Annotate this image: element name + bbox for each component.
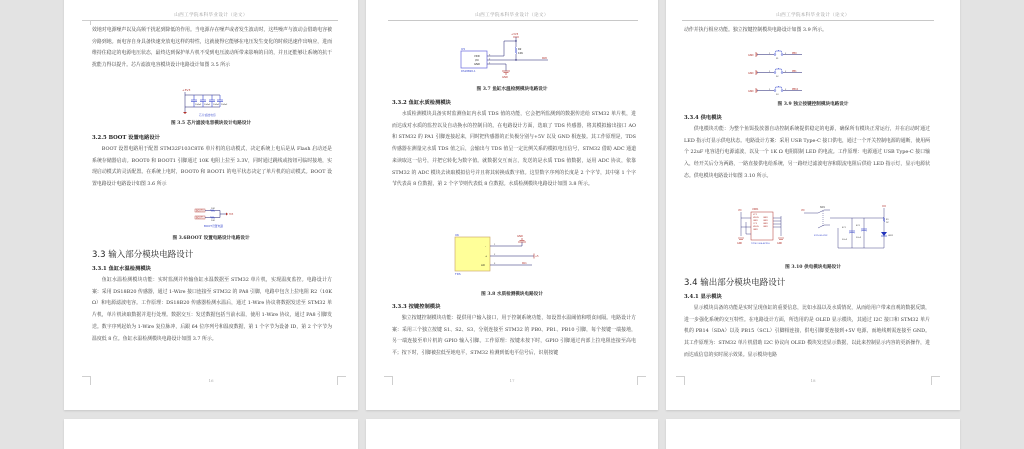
section-3-4 xyxy=(684,275,930,362)
svg-text:TDS: TDS xyxy=(455,272,461,276)
svg-text:TYPEC-304-BCP16: TYPEC-304-BCP16 xyxy=(751,243,770,245)
figure-boot-circuit xyxy=(194,207,254,233)
chapter-heading: 3.4 输出部分模块电路设计 xyxy=(684,278,786,288)
page-header: 山西工学院本科毕业设计（论文） xyxy=(174,13,248,18)
svg-text:+: + xyxy=(485,255,488,258)
svg-text:1: 1 xyxy=(489,62,491,65)
svg-text:GND: GND xyxy=(763,220,768,222)
chapter-heading: 3.3 输入部分模块电路设计 xyxy=(92,250,194,260)
paragraph: 动作并执行相应功能。独立按键控制模块电路设计如图 3.9 所示。 xyxy=(684,27,827,33)
svg-text:2: 2 xyxy=(489,58,491,61)
document-page-next xyxy=(666,419,960,449)
section-heading: 3.3.3 按键控制模块 xyxy=(392,304,441,310)
document-page-18 xyxy=(666,0,960,410)
paragraph: 独立按键控制模块功能：提供用户输入接口，用于控制系统功能，如设置水温阈值和喂食间隔。电路设计方案：采用三个独立按键 S1、S2、S3，分别连接至 STM32 的 PB0、PB1、PB10 引脚，每个按键一端接地，另一端连接至单片机的 GPIO 输入引脚。工作原理：按键未按下时，GPIO 引脚通过内部上拉电阻连接至高电平；按下时，引脚被拉低至地电平，STM32 检测到低电平信号后，识别按键 xyxy=(392,315,636,357)
section-3-3-2 xyxy=(392,97,636,191)
figure-tds-circuit xyxy=(452,233,552,277)
svg-text:PA8: PA8 xyxy=(542,57,547,60)
figure-caption: 图 3.7 鱼缸水温检测模块电路设计 xyxy=(476,87,548,92)
svg-text:VD: VD xyxy=(738,209,742,212)
svg-text:1: 1 xyxy=(494,244,496,246)
header-rule xyxy=(682,20,934,21)
svg-text:R1: R1 xyxy=(886,219,889,221)
svg-text:GND: GND xyxy=(777,242,783,245)
paragraph: 鱼缸水温检测模块功能：实时监测并传输鱼缸水温数据至 STM32 单片机，实现温度监控。电路设计方案：采用 DS18B20 传感器，通过 1-Wire 接口连接至 STM32 的 PA8 引脚，电路中包含上拉电阻 R2（10K Ω）和电源滤波电容。工作原理：DS18B20 传感器检测水温后，通过 1-Wire 协议将数据发送至 STM32 单片机，单片机读取数据并进行处理。数据交互：发送数据包括当前水温，使用 1-Wire 协议，通过 PA8 引脚发送。数字序列起始为 1-Wire 复位脉冲，后跟 64 位序列号和温度数据，第 1 个字节为设备 ID，第 2 个字节为温度低 8 位。鱼缸水温检测模块电路设计如图 3.7 所示。 xyxy=(92,277,332,342)
svg-text:+3V3: +3V3 xyxy=(511,33,519,36)
page-number: 16 xyxy=(208,378,214,383)
document-page-next xyxy=(366,419,658,449)
svg-text:-: - xyxy=(485,245,486,248)
svg-text:CC2: CC2 xyxy=(753,223,758,225)
svg-text:GND: GND xyxy=(474,63,480,66)
svg-text:10K: 10K xyxy=(211,220,215,222)
section-3-3 xyxy=(92,247,332,345)
page-number: 17 xyxy=(509,378,515,383)
svg-text:GND: GND xyxy=(763,223,768,225)
paragraph: 供电模块功能：为整个鱼饵投放器自动控制系统提供稳定的电源，确保所有模块正常运行，并在启动时通过 LED 指示灯显示供电状态。电路设计方案：采用 USB Type-C 接口供电，通过一个开关控制电源的通断，使用两个 22uF 电容进行电源滤波，以及一个 1K Ω 电阻限制 LED 的电流。工作原理：电源通过 USB Type-C 接口输入，经开关后分为两路，一路直接供电给系统，另一路经过滤波电容和限流电阻后供给 LED 指示灯，显示电源状态。供电模块电路设计如图 3.10 所示。 xyxy=(684,126,930,179)
page-header: 山西工学院本科毕业设计（论文） xyxy=(776,13,850,18)
svg-text:GND: GND xyxy=(502,76,508,79)
header-rule xyxy=(388,20,638,21)
page-body xyxy=(684,25,930,37)
svg-text:1: 1 xyxy=(769,53,771,55)
section-heading: 3.4.1 显示模块 xyxy=(684,294,722,300)
svg-text:VD: VD xyxy=(801,209,805,212)
svg-text:U6: U6 xyxy=(455,233,459,237)
svg-text:U5: U5 xyxy=(461,47,466,51)
page-header: 山西工学院本科毕业设计（论文） xyxy=(475,13,549,18)
svg-text:S3: S3 xyxy=(776,94,779,96)
figure-buttons-circuit xyxy=(746,46,836,96)
svg-text:+5: +5 xyxy=(535,255,539,258)
figure-caption: 图 3.6BOOT 设置电路设计电路设计 xyxy=(172,236,250,241)
figure-water-temp-circuit xyxy=(458,27,568,83)
svg-text:EC2: EC2 xyxy=(856,225,860,227)
paragraph: 水质检测模块具备实时监测鱼缸内水质 TDS 值的功能，它会把所监测到的数据传送给 STM32 单片机，进而达成对水质的监控以及自动换水的控制目的。在电路设计方面，选取了 TDS 传感器，将其模拟输出接口 AO 和 STM32 的 PA1 引脚连接起来，同时把传感器的正负极分别与+5V 以及 GND 相连接。其工作原理是，TDS 传感器在测量完水质 TDS 值之后，会输出与 TDS 值呈一定比例关系的模拟电压信号，STM32 借助 ADC 通道来读取这一信号，并把它转化为数字值。就数据交互而言，发送的是水质 TDS 值数据，运用 ADC 协议，依靠 STM32 的 ADC 模块去读取模拟信号并且将其转换成数字值。这里数字序列的长度是 2 个字节，其中第 1 个字节代表高 8 位数据，第 2 个字节则代表低 8 位数据。水质检测模块电路设计如图 3.8 所示。 xyxy=(392,111,636,188)
svg-text:AO: AO xyxy=(481,264,485,267)
page-body xyxy=(92,25,332,72)
svg-text:SW1: SW1 xyxy=(820,206,825,209)
svg-text:104nF: 104nF xyxy=(204,104,211,106)
svg-text:3: 3 xyxy=(489,54,491,57)
section-heading: 3.2.5 BOOT 设置电路设计 xyxy=(92,135,160,141)
section-heading: 3.3.4 供电模块 xyxy=(684,115,722,121)
svg-text:GND: GND xyxy=(753,229,758,231)
section-3-3-3 xyxy=(392,301,636,360)
paragraph: 效地对电源噪声以及高频干扰起到降低的作用。当电源存在噪声或者发生波动时，这些噪声与波动会借助电容被旁路到地。而电容自身具备快速充放电这样的特性，这就使得它能够在电压发生变化的时候迅速作出响应，进而维持住稳定的电源电压状态，最终达到保护单片机不受到电压波动所带来影响的目的，并且还能够让系统的抗干扰能力得以提升。芯片滤波电容模块设计电路设计如图 3.5 所示 xyxy=(92,27,332,69)
figure-sub-label: 芯片滤波电容 xyxy=(199,113,216,117)
figure-caption: 图 3.5 芯片滤波电容模块设计电路设计 xyxy=(170,121,252,126)
svg-text:R2: R2 xyxy=(518,48,522,51)
svg-text:BOOT1: BOOT1 xyxy=(196,216,204,220)
svg-text:GND: GND xyxy=(737,242,743,245)
svg-text:2: 2 xyxy=(494,254,496,256)
paragraph: BOOT 设置电路用于配置 STM32F103C8T6 单片机的启动模式，决定系统上电后是从 Flash 启动还是系统存储器启动。BOOT0 和 BOOT1 引脚通过 10K 电阻上拉至 3.3V，同时通过跳线或按钮可临时接地，实现启动模式的灵活配置。在系统上电时，BOOT0 和 BOOT1 的电平状态决定了单片机的启动模式。BOOT 设置电路设计电路设计如图 3.6 所示 xyxy=(92,146,332,188)
document-page-next xyxy=(64,419,358,449)
paragraph: 显示模块具备的功能是实时呈现鱼缸的重要信息，比如水温以及水质情况，从而给用户带来直观的数据反馈，进一步强化系统的交互特性。在电路设计方面，所选用的是 OLED 显示模块，其通过 I2C 接口和 STM32 单片机的 PB14（SDA）以及 PB15（SCL）引脚相连接，供电引脚要连接到+5V 电源，而地线则需连接至 GND。其工作原理为：STM32 单片机借助 I2C 协议向 OLED 模块发送显示数据，以此来控制显示内容的更新操作，进而达成信息的实时展示效果。显示模块电路 xyxy=(684,305,930,358)
figure-caption: 图 3.9 独立按键控制模块电路设计 xyxy=(777,102,849,107)
margin-corner-mark xyxy=(82,20,91,25)
svg-text:VBUS: VBUS xyxy=(753,217,759,219)
viewer-background-right xyxy=(960,0,1024,437)
section-heading: 3.3.2 鱼缸水质检测模块 xyxy=(392,100,451,106)
svg-text:S2: S2 xyxy=(776,76,779,78)
svg-text:PB1: PB1 xyxy=(792,70,797,73)
svg-text:VC1: VC1 xyxy=(753,214,758,216)
section-3-2-5 xyxy=(92,132,332,191)
svg-text:S1: S1 xyxy=(776,58,779,60)
section-heading: 3.3.1 鱼缸水温检测模块 xyxy=(92,266,151,272)
svg-text:GND: GND xyxy=(517,235,523,238)
svg-text:GND: GND xyxy=(748,54,754,57)
section-3-3-4 xyxy=(684,112,930,183)
svg-text:I/O: I/O xyxy=(475,59,479,62)
svg-text:BOOT0: BOOT0 xyxy=(196,209,204,213)
svg-text:10K: 10K xyxy=(211,207,215,210)
svg-text:104nF: 104nF xyxy=(221,104,228,106)
net-label-3v3: +3V3 xyxy=(182,88,191,92)
svg-text:LED1: LED1 xyxy=(888,235,894,237)
figure-filter-capacitors xyxy=(176,88,256,118)
page-number: 18 xyxy=(810,378,816,383)
document-page-17 xyxy=(366,0,658,410)
svg-text:2: 2 xyxy=(785,53,787,55)
figure-caption: 图 3.10 供电模块电路设计 xyxy=(785,265,841,270)
svg-text:BOOT设置电路: BOOT设置电路 xyxy=(204,224,224,228)
svg-text:3: 3 xyxy=(494,263,496,265)
svg-text:3V3: 3V3 xyxy=(229,213,234,216)
svg-text:K3T-005-XXX: K3T-005-XXX xyxy=(814,235,828,237)
svg-text:PB10: PB10 xyxy=(792,88,799,91)
header-rule xyxy=(90,20,338,21)
figure-power-circuit xyxy=(734,198,904,260)
svg-text:GND: GND xyxy=(753,220,758,222)
svg-text:PA1: PA1 xyxy=(522,262,527,265)
svg-text:GND: GND xyxy=(763,217,768,219)
document-page-16 xyxy=(64,0,358,410)
svg-text:22uF: 22uF xyxy=(856,237,861,239)
figure-caption: 图 3.8 水质检测模块电路设计 xyxy=(481,292,543,297)
svg-text:104nF: 104nF xyxy=(213,104,220,106)
svg-text:10K: 10K xyxy=(518,52,524,55)
svg-text:1K: 1K xyxy=(886,222,889,224)
svg-text:VBUS: VBUS xyxy=(753,226,759,228)
svg-text:DS18B20-1: DS18B20-1 xyxy=(461,70,476,73)
svg-text:EC1: EC1 xyxy=(842,227,846,229)
svg-text:PB0: PB0 xyxy=(792,52,797,55)
svg-text:VDD: VDD xyxy=(474,55,480,58)
svg-text:USB1: USB1 xyxy=(752,208,759,211)
svg-text:22uF: 22uF xyxy=(842,239,847,241)
svg-text:GND: GND xyxy=(763,226,768,228)
svg-text:104nF: 104nF xyxy=(195,104,202,106)
